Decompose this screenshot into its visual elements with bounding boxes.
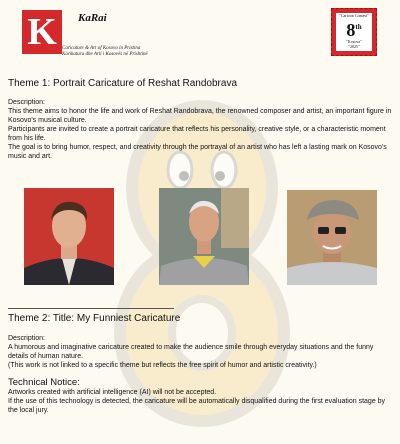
karai-logo bbox=[22, 10, 148, 60]
stamp-edition bbox=[336, 18, 372, 39]
theme1-paragraph-2: Participants are invited to create a portrait caricature that reflects his personality, creative style, or a characteristic moment from his life. bbox=[8, 126, 386, 142]
theme1-title: Theme 1: Portrait Caricature of Reshat Randobrava bbox=[8, 78, 237, 89]
karai-logo-icon: K bbox=[22, 10, 62, 54]
section-divider bbox=[8, 308, 174, 309]
theme1-paragraph-3: The goal is to bring humor, respect, and creativity through the portrayal of an artist who has left a lasting mark on Kosovo's music and art. bbox=[8, 144, 387, 160]
theme1-description-label: Description: bbox=[8, 99, 45, 106]
logo-tagline-albanian: Karikatura dhe Arti i Kosovës në Prishtinë bbox=[62, 52, 148, 57]
logo-name: KaRai bbox=[78, 12, 107, 24]
stamp-suffix: th bbox=[355, 23, 362, 31]
logo-tagline-english: Caricature & Art of Kosovo in Pristina bbox=[62, 46, 141, 51]
technical-notice bbox=[8, 388, 392, 415]
stamp-face bbox=[336, 13, 372, 51]
theme2-title: Theme 2: Title: My Funniest Caricature bbox=[8, 313, 181, 324]
theme2-paragraph-2: (This work is not linked to a specific theme but reflects the free spirit of humor and artistic creativity.) bbox=[8, 362, 317, 369]
portrait-photo-older bbox=[159, 188, 249, 285]
technical-paragraph-2: If the use of this technology is detected, the caricature will be automatically disqualified during the first evaluation stage by the local jury. bbox=[8, 398, 386, 414]
technical-notice-title: Technical Notice: bbox=[8, 377, 80, 388]
theme2-paragraph-1: A humorous and imaginative caricature created to make the audience smile through everyday situations and the funny details of human nature. bbox=[8, 344, 374, 360]
technical-paragraph-1: Artworks created with artificial intelligence (AI) will not be accepted. bbox=[8, 389, 217, 396]
stamp-number: 8 bbox=[346, 20, 356, 40]
portrait-photo-young bbox=[24, 188, 114, 285]
theme1-paragraph-1: This theme aims to honor the life and work of Reshat Randobrava, the renowned composer and artist, an important figure in Kosovo's musical culture. bbox=[8, 108, 392, 124]
theme1-description bbox=[8, 98, 392, 161]
theme2-description-label: Description: bbox=[8, 335, 45, 342]
portrait-photo-cap bbox=[287, 190, 377, 285]
stamp-place: "Kosova" bbox=[346, 39, 362, 44]
postage-stamp-icon bbox=[331, 8, 377, 56]
stamp-contest-label: "Cartoon Contest" bbox=[339, 13, 369, 18]
theme2-description bbox=[8, 334, 392, 370]
stamp-year: "2025" bbox=[348, 44, 360, 49]
